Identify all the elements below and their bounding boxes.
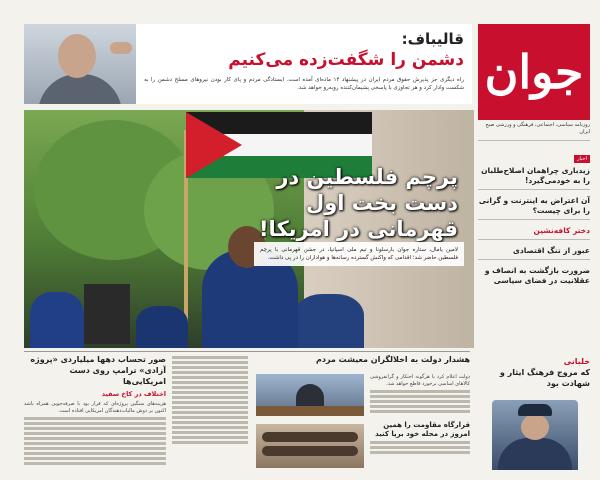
story-gov-body: دولت اعلام کرد با هرگونه احتکار و گرانفروشی کالاهای اساسی برخورد قاطع خواهد شد. — [370, 374, 470, 387]
story-gov-headline: هشدار دولت به اخلالگران معیشت مردم — [315, 355, 470, 364]
sidebar-item-title: زیدباری چراهمان اصلاح‌طلبان را به خودمی‌گیرد! — [481, 166, 590, 185]
text-lines — [172, 356, 248, 444]
story-gov-text — [370, 374, 470, 456]
text-lines — [24, 417, 166, 465]
sidebar-item[interactable] — [478, 219, 590, 239]
main-headline[interactable]: پرچم فلسطین در دست بخت اول قهرمانی در امریکا! — [258, 165, 458, 241]
crowd-figure — [30, 292, 84, 348]
meeting-photo — [256, 374, 364, 416]
main-photo[interactable] — [24, 110, 474, 348]
gathering-photo — [256, 424, 364, 468]
sidebar-item-title: عبور از تنگ اقتصادی — [513, 246, 590, 255]
sidebar-item-title: ضرورت بازگشت به انصاف و عقلانیت در فضای سیاسی — [484, 266, 590, 285]
story-trump-headline: صور تحساب دهها میلیاردی «پروژه آزادی» ترامپ روی دست امریکایی‌ها — [30, 355, 166, 386]
sidebar-item-title: آن اعتراض به اینترنت و گرانی را برای چیست؟ — [478, 196, 590, 215]
portrait-image — [24, 24, 136, 104]
speaker-image — [84, 284, 130, 344]
sidebar-item[interactable] — [478, 140, 590, 189]
masthead-logo: جوان — [478, 24, 590, 120]
sidebar-feature[interactable] — [478, 356, 590, 470]
story-gov-subhead: قرارگاه مقاومت را همین امروز در محله خود برپا کنید — [375, 421, 470, 438]
sidebar-tag: اخبار — [574, 155, 590, 163]
column-text — [172, 354, 248, 472]
divider — [24, 351, 470, 352]
top-story[interactable] — [24, 24, 472, 104]
story-government[interactable] — [256, 354, 470, 472]
top-story-kicker: قالیباف: — [401, 30, 464, 48]
sidebar-item[interactable] — [478, 259, 590, 289]
top-story-body: راه دیگری جز پذیرش حقوق مردم ایران در پیشنهاد ۱۴ ماده‌ای آمده است. ایستادگی مردم و پای کار بودن نیروهای مسلح دشمن را به شکست وادار کرد و هر تجاوزی با پاسخی پشیمان‌کننده روبه‌رو خواهد شد. — [144, 77, 464, 91]
masthead-meta: روزنامه سیاسی، اجتماعی، فرهنگی و ورزشی صبح ایران — [485, 122, 590, 135]
feature-title: خلبانی — [563, 357, 590, 366]
sidebar-item-title: دختر کافه‌نشین — [533, 226, 590, 235]
story-trump-subhead: اختلاف در کاخ سفید — [101, 390, 166, 398]
crowd-figure — [294, 294, 364, 348]
officer-portrait — [492, 400, 578, 470]
sidebar-item[interactable] — [478, 189, 590, 219]
crowd-figure — [136, 306, 188, 348]
sidebar — [478, 140, 590, 289]
top-story-title[interactable]: دشمن را شگفت‌زده می‌کنیم — [228, 50, 464, 70]
story-trump[interactable] — [24, 354, 166, 472]
story-trump-body: هزینه‌های سنگین پروژه‌ای که قرار بود با صرفه‌جویی همراه باشد اکنون بر دوش مالیات‌دهندگان امریکایی افتاده است. — [24, 401, 166, 414]
feature-subtitle: که مروج فرهنگ ایثار و شهادت بود — [499, 368, 590, 388]
sidebar-item[interactable] — [478, 239, 590, 259]
main-caption: لامین یامال، ستاره جوان بارسلونا و تیم ملی اسپانیا، در جشن قهرمانی با پرچم فلسطین حاضر شد؛ اقدامی که واکنش گسترده رسانه‌ها و هواداران را در پی داشت. — [254, 242, 464, 266]
